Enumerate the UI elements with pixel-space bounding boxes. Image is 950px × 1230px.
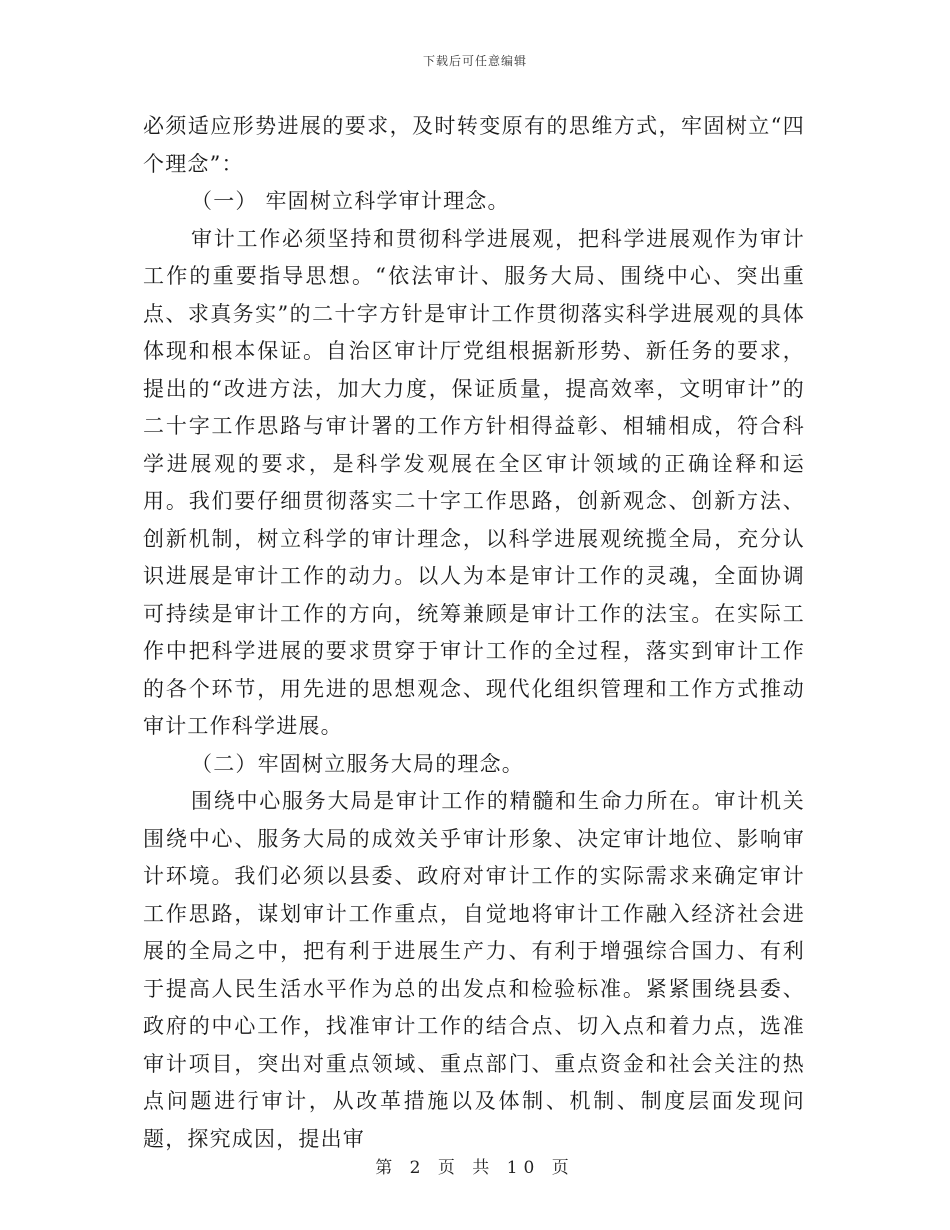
page-number-footer: 第 2 页 共 10 页 <box>375 1158 575 1178</box>
document-body <box>143 108 805 1158</box>
heading-serve-overall: （二）牢固树立服务大局的理念。 <box>191 751 524 776</box>
paragraph-science-audit: 审计工作必须坚持和贯彻科学进展观，把科学进展观作为审计工作的重要指导思想。“依法审计、服务大局、围绕中心、突出重点、求真务实”的二十字方针是审计工作贯彻落实科学进展观的具体体现和根本保证。自治区审计厅党组根据新形势、新任务的要求，提出的“改进方法，加大力度，保证质量，提高效率，文明审计”的二十字工作思路与审计署的工作方针相得益彰、相辅相成，符合科学进展观的要求，是科学发观展在全区审计领域的正确诠释和运用。我们要仔细贯彻落实二十字工作思路，创新观念、创新方法、创新机制，树立科学的审计理念，以科学进展观统揽全局，充分认识进展是审计工作的动力。以人为本是审计工作的灵魂，全面协调可持续是审计工作的方向，统筹兼顾是审计工作的法宝。在实际工作中把科学进展的要求贯穿于审计工作的全过程，落实到审计工作的各个环节，用先进的思想观念、现代化组织管理和工作方式推动审计工作科学进展。 <box>143 226 805 738</box>
heading-science-audit: （一） 牢固树立科学审计理念。 <box>191 189 510 213</box>
page-header-note: 下载后可任意编辑 <box>422 54 527 68</box>
paragraph-intro: 必须适应形势进展的要求，及时转变原有的思维方式，牢固树立“四个理念”： <box>143 114 805 176</box>
paragraph-serve-overall: 围绕中心服务大局是审计工作的精髓和生命力所在。审计机关围绕中心、服务大局的成效关乎审计形象、决定审计地位、影响审计环境。我们必须以县委、政府对审计工作的实际需求来确定审计工作思路，谋划审计工作重点，自觉地将审计工作融入经济社会进展的全局之中，把有利于进展生产力、有利于增强综合国力、有利于提高人民生活水平作为总的出发点和检验标准。紧紧围绕县委、政府的中心工作，找准审计工作的结合点、切入点和着力点，选准审计项目，突出对重点领域、重点部门、重点资金和社会关注的热点问题进行审计，从改革措施以及体制、机制、制度层面发现问题，探究成因，提出审 <box>143 789 805 1151</box>
